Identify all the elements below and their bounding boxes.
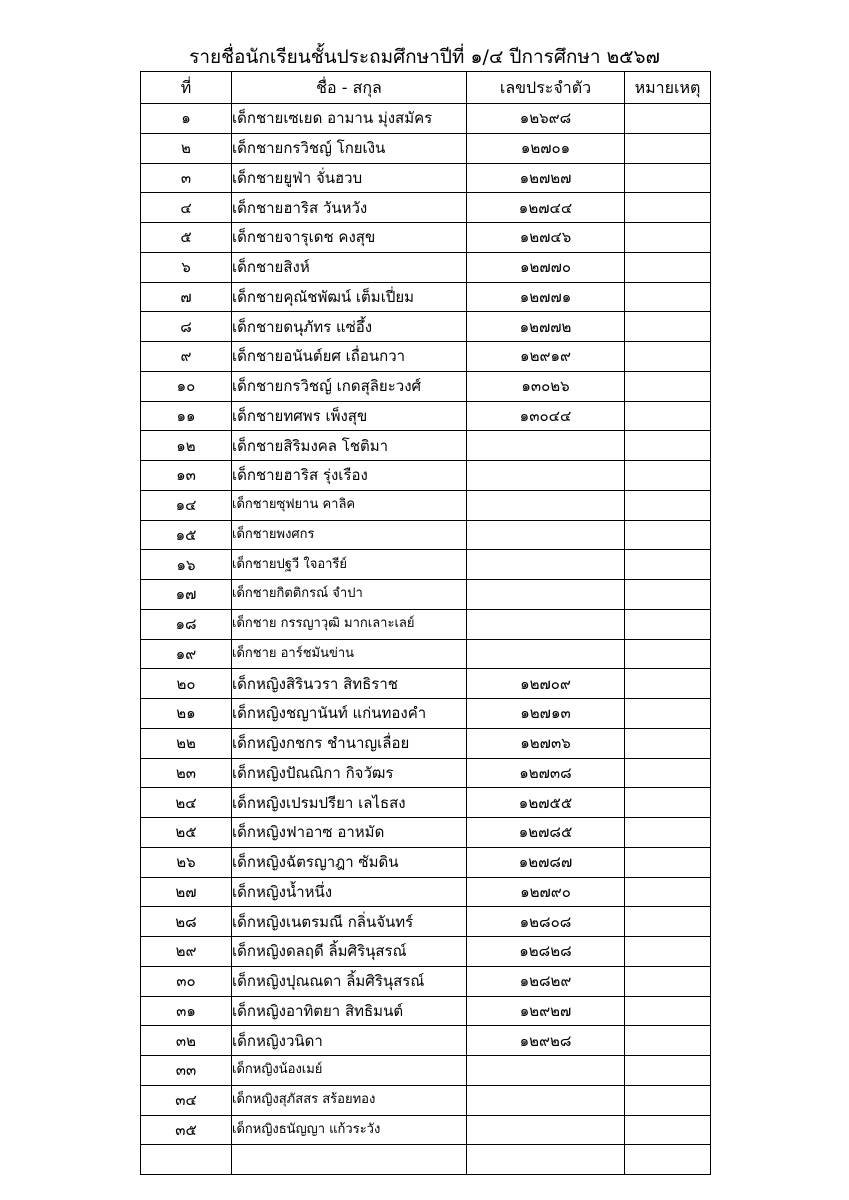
student-name: เด็กชายสิงห์ [232,252,467,282]
table-row [141,996,711,1026]
student-name: เด็กชายฮาริส รุ่งเรือง [232,461,467,491]
student-id: ๑๒๗๐๙ [467,669,625,699]
row-number: ๓๐ [141,966,232,996]
student-id: ๑๒๙๒๗ [467,996,625,1026]
remarks-cell [625,1056,711,1086]
student-name: เด็กชาย กรรญาวุฒิ มากเลาะเลย์ [232,609,467,639]
table-row [141,342,711,372]
remarks-cell [625,609,711,639]
student-id: ๑๒๗๗๑ [467,282,625,312]
remarks-cell [625,907,711,937]
student-name: เด็กหญิงกชกร ชำนาญเลื่อย [232,728,467,758]
student-id: ๑๒๗๒๗ [467,163,625,193]
student-name: เด็กหญิงฟาอาซ อาหมัด [232,818,467,848]
remarks-cell [625,580,711,610]
row-number: ๓๕ [141,1115,232,1145]
table-row [141,223,711,253]
student-id: ๑๒๗๔๖ [467,223,625,253]
student-id [467,490,625,520]
table-header-row [141,72,711,104]
remarks-cell [625,937,711,967]
student-name: เด็กหญิงสุภัสสร สร้อยทอง [232,1085,467,1115]
table-row [141,252,711,282]
student-id: ๑๒๗๘๗ [467,847,625,877]
student-id: ๑๓๐๔๔ [467,401,625,431]
row-number: ๒๔ [141,788,232,818]
remarks-cell [625,282,711,312]
remarks-cell [625,490,711,520]
student-name: เด็กหญิงดลฤดี ลิ้มศิรินุสรณ์ [232,937,467,967]
student-id: ๑๒๘๒๘ [467,937,625,967]
student-id: ๑๒๗๘๕ [467,818,625,848]
row-number: ๒๘ [141,907,232,937]
student-id: ๑๒๗๑๓ [467,699,625,729]
row-number: ๑๔ [141,490,232,520]
student-name: เด็กชายจารุเดช คงสุข [232,223,467,253]
student-name: เด็กชายซุฟยาน คาลิค [232,490,467,520]
row-number: ๗ [141,282,232,312]
table-row [141,401,711,431]
remarks-cell [625,639,711,669]
table-row [141,1115,711,1145]
student-id: ๑๒๗๓๘ [467,758,625,788]
table-row [141,282,711,312]
document-title: รายชื่อนักเรียนชั้นประถมศึกษาปีที่ ๑/๔ ปีการศึกษา ๒๕๖๗ [189,46,660,68]
student-id: ๑๒๘๐๘ [467,907,625,937]
table-row [141,1145,711,1175]
remarks-cell [625,699,711,729]
row-number: ๓๓ [141,1056,232,1086]
student-name: เด็กหญิงเนตรมณี กลิ่นจันทร์ [232,907,467,937]
student-name: เด็กหญิงปุณณดา ลิ้มศิรินุสรณ์ [232,966,467,996]
student-name: เด็กหญิงวนิดา [232,1026,467,1056]
student-id [467,639,625,669]
row-number: ๖ [141,252,232,282]
student-id: ๑๒๗๙๐ [467,877,625,907]
student-name: เด็กหญิงธนัญญา แก้วระวัง [232,1115,467,1145]
remarks-cell [625,371,711,401]
row-number: ๑๐ [141,371,232,401]
remarks-cell [625,847,711,877]
table-row [141,818,711,848]
table-row [141,728,711,758]
student-id [467,550,625,580]
student-name: เด็กชายกรวิชญ์ โกยเงิน [232,133,467,163]
remarks-cell [625,996,711,1026]
student-name: เด็กหญิงน้ำหนึ่ง [232,877,467,907]
student-name: เด็กชาย อาร์ชมันข่าน [232,639,467,669]
remarks-cell [625,104,711,134]
student-name: เด็กหญิงชญานันท์ แก่นทองคำ [232,699,467,729]
table-row [141,193,711,223]
student-id [467,1056,625,1086]
student-id [467,461,625,491]
header-remarks: หมายเหตุ [625,72,711,104]
table-row [141,431,711,461]
student-id [467,520,625,550]
table-row [141,966,711,996]
student-id: ๑๒๙๑๙ [467,342,625,372]
table-row [141,877,711,907]
row-number: ๑๙ [141,639,232,669]
remarks-cell [625,1115,711,1145]
row-number: ๒๙ [141,937,232,967]
table-row [141,580,711,610]
table-row [141,907,711,937]
row-number: ๒๗ [141,877,232,907]
student-name: เด็กหญิงปัณณิกา กิจวัฒร [232,758,467,788]
table-row [141,312,711,342]
student-name: เด็กหญิงน้องเมย์ [232,1056,467,1086]
row-number: ๓๑ [141,996,232,1026]
student-name: เด็กหญิงอาทิตยา สิทธิมนต์ [232,996,467,1026]
table-row [141,550,711,580]
remarks-cell [625,1085,711,1115]
row-number: ๓๒ [141,1026,232,1056]
table-row [141,133,711,163]
student-name: เด็กหญิงฉัตรญาฎา ซัมดิน [232,847,467,877]
student-id: ๑๒๗๐๑ [467,133,625,163]
student-id: ๑๒๖๙๘ [467,104,625,134]
student-name: เด็กชายสิริมงคล โชติมา [232,431,467,461]
remarks-cell [625,520,711,550]
student-id [467,431,625,461]
student-name: เด็กชายเซเยด อามาน มุ่งสมัคร [232,104,467,134]
row-number [141,1145,232,1175]
table-row [141,1056,711,1086]
table-row [141,609,711,639]
student-id: ๑๓๐๒๖ [467,371,625,401]
remarks-cell [625,550,711,580]
row-number: ๕ [141,223,232,253]
row-number: ๒ [141,133,232,163]
row-number: ๓๔ [141,1085,232,1115]
table-row [141,788,711,818]
remarks-cell [625,342,711,372]
row-number: ๑๘ [141,609,232,639]
remarks-cell [625,163,711,193]
remarks-cell [625,312,711,342]
remarks-cell [625,1026,711,1056]
table-row [141,461,711,491]
student-name: เด็กชายฮาริส วันหวัง [232,193,467,223]
row-number: ๒๑ [141,699,232,729]
row-number: ๑๗ [141,580,232,610]
remarks-cell [625,223,711,253]
row-number: ๑๓ [141,461,232,491]
row-number: ๑๕ [141,520,232,550]
row-number: ๒๕ [141,818,232,848]
header-number: ที่ [141,72,232,104]
student-name: เด็กชายปฐวี ใจอารีย์ [232,550,467,580]
student-id [467,1145,625,1175]
header-name: ชื่อ - สกุล [232,72,467,104]
table-row [141,937,711,967]
row-number: ๘ [141,312,232,342]
row-number: ๙ [141,342,232,372]
table-row [141,847,711,877]
student-name: เด็กชายพงศกร [232,520,467,550]
student-id: ๑๒๗๔๔ [467,193,625,223]
row-number: ๒๖ [141,847,232,877]
row-number: ๒๒ [141,728,232,758]
remarks-cell [625,818,711,848]
remarks-cell [625,877,711,907]
student-id [467,1115,625,1145]
header-student-id: เลขประจำตัว [467,72,625,104]
student-id [467,609,625,639]
remarks-cell [625,788,711,818]
remarks-cell [625,431,711,461]
student-name: เด็กชายอนันต์ยศ เถื่อนกวา [232,342,467,372]
remarks-cell [625,133,711,163]
student-name: เด็กชายทศพร เพ็งสุข [232,401,467,431]
remarks-cell [625,728,711,758]
remarks-cell [625,1145,711,1175]
student-id: ๑๒๗๓๖ [467,728,625,758]
table-row [141,639,711,669]
table-row [141,699,711,729]
table-row [141,758,711,788]
student-name: เด็กชายคุณัชพัฒน์ เต็มเปี่ยม [232,282,467,312]
table-row [141,490,711,520]
table-row [141,1026,711,1056]
row-number: ๑ [141,104,232,134]
remarks-cell [625,193,711,223]
remarks-cell [625,401,711,431]
table-body [141,104,711,1175]
table-row [141,371,711,401]
student-name: เด็กหญิงสิรินวรา สิทธิราช [232,669,467,699]
student-id: ๑๒๘๒๙ [467,966,625,996]
student-roster-table [140,71,711,1175]
row-number: ๑๒ [141,431,232,461]
student-id: ๑๒๗๕๕ [467,788,625,818]
table-row [141,104,711,134]
table-row [141,1085,711,1115]
remarks-cell [625,461,711,491]
remarks-cell [625,966,711,996]
student-id [467,580,625,610]
row-number: ๓ [141,163,232,193]
student-name: เด็กชายยูฟ่า จั่นฮวบ [232,163,467,193]
row-number: ๒๐ [141,669,232,699]
table-row [141,163,711,193]
remarks-cell [625,252,711,282]
student-id: ๑๒๗๗๒ [467,312,625,342]
student-name: เด็กชายกรวิชญ์ เกดสุลิยะวงศ์ [232,371,467,401]
table-row [141,520,711,550]
student-name: เด็กชายกิตติกรณ์ จำปา [232,580,467,610]
student-id [467,1085,625,1115]
student-id: ๑๒๗๗๐ [467,252,625,282]
student-name [232,1145,467,1175]
table-row [141,669,711,699]
row-number: ๔ [141,193,232,223]
student-name: เด็กหญิงเปรมปรียา เลไธสง [232,788,467,818]
row-number: ๑๖ [141,550,232,580]
remarks-cell [625,669,711,699]
row-number: ๑๑ [141,401,232,431]
student-id: ๑๒๙๒๘ [467,1026,625,1056]
remarks-cell [625,758,711,788]
row-number: ๒๓ [141,758,232,788]
student-name: เด็กชายดนุภัทร แซ่อึ้ง [232,312,467,342]
